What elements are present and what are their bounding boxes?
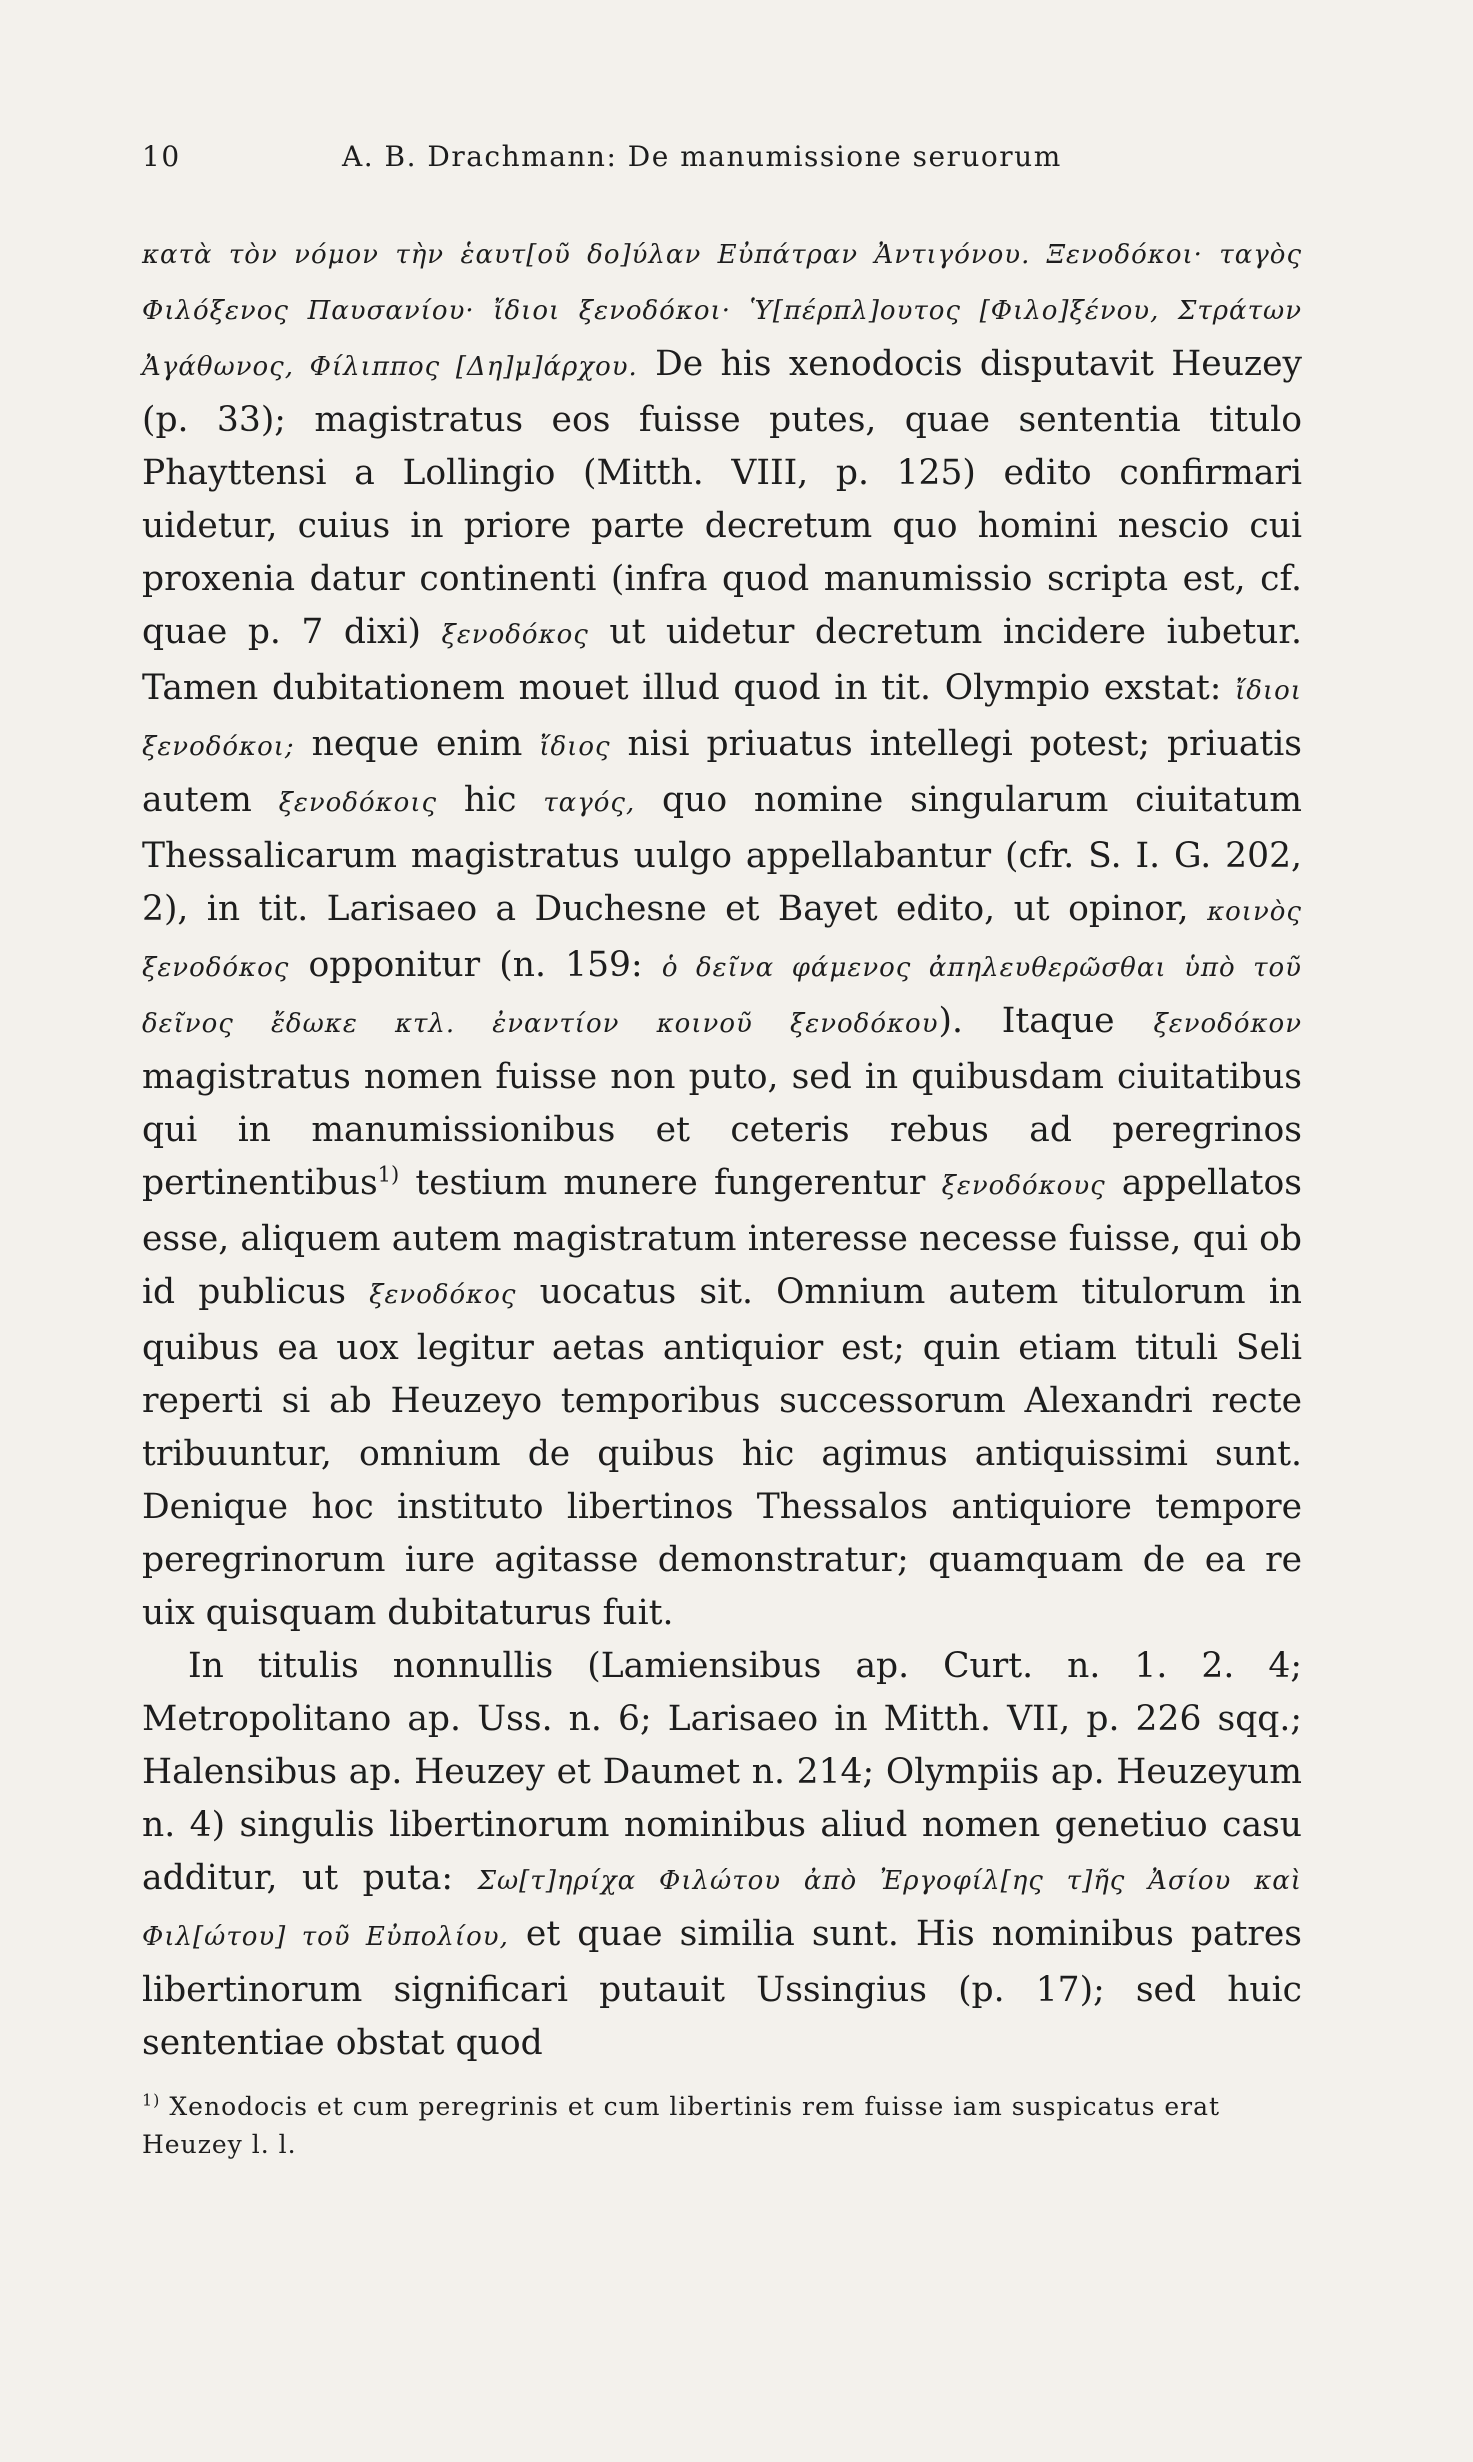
running-title: A. B. Drachmann: De manumissione seruorum	[342, 140, 1062, 173]
page	[142, 140, 1302, 2164]
body-text	[142, 226, 1302, 2070]
latin-text: magistratus nomen fuisse non puto, sed in quibusdam ciuitatibus qui in manumissionibus et ceteris rebus ad peregrinos pertinentibus	[142, 1057, 1302, 1203]
paragraph-1	[142, 226, 1302, 1640]
footnote	[142, 2088, 1302, 2164]
greek-text: ἴδιος	[539, 732, 611, 762]
latin-text: ). Itaque	[938, 1001, 1154, 1041]
greek-text: ξενοδόκον	[1153, 1009, 1302, 1039]
footnote-reference: 1)	[377, 1162, 400, 1187]
page-number: 10	[142, 140, 181, 173]
latin-text: hic	[437, 780, 544, 820]
latin-text: De his xenodocis disputavit Heuzey (p. 33); magistratus eos fuisse putes, quae sententia titulo Phayttensi a Lollingio (Mitth. VIII, p. 125) edito confirmari uidetur, cuius in priore parte decretum quo homini nescio cui proxenia datur continenti (infra quod manumissio scripta est, cf. quae p. 7 dixi)	[142, 344, 1302, 652]
greek-text: ξενοδόκοις	[278, 788, 438, 818]
greek-text: κοινὸς ξενοδόκος	[142, 897, 1302, 983]
greek-text: Σω[τ]ηρίχα Φιλώτου ἀπὸ Ἐργοφίλ[ης τ]ῆς Ἀσίου καὶ Φιλ[ώτου] τοῦ Εὐπολίου,	[142, 1866, 1302, 1952]
latin-text: ut uidetur decretum incidere iubetur. Tamen dubitationem mouet illud quod in tit. Olympio exstat:	[142, 612, 1302, 708]
greek-text: ξενοδόκος	[369, 1280, 517, 1310]
latin-text: nisi priuatus intellegi potest; priuatis autem	[142, 724, 1302, 820]
footnote-text: Xenodocis et cum peregrinis et cum libertinis rem fuisse iam suspicatus erat Heuzey l. l.	[142, 2092, 1221, 2159]
greek-text: ταγός,	[543, 788, 636, 818]
running-head	[142, 140, 1302, 190]
greek-text: ὁ δεῖνα φάμενος ἀπηλευθερῶσθαι ὑπὸ τοῦ δεῖνος ἔδωκε κτλ. ἐναντίον κοινοῦ ξενοδόκου	[142, 953, 1302, 1039]
greek-text: κατὰ τὸν νόμον τὴν ἑαυτ[οῦ δο]ύλαν Εὐπάτραν Ἀντιγόνου. Ξενοδόκοι· ταγὸς Φιλόξενος Παυσανίου· ἴδιοι ξενοδόκοι· Ὑ[πέρπλ]ουτος [Φιλο]ξένου, Στράτων Ἀγάθωνος, Φίλιππος [Δη]μ]άρχου.	[142, 240, 1302, 382]
latin-text: quo nomine singularum ciuitatum Thessalicarum magistratus uulgo appellabantur (cfr. S. I. G. 202, 2), in tit. Larisaeo a Duchesne et Bayet edito, ut opinor,	[142, 780, 1303, 929]
greek-text: ἴδιοι ξενοδόκοι;	[142, 676, 1302, 762]
latin-text: neque enim	[294, 724, 540, 764]
footnote-marker: 1)	[142, 2090, 161, 2110]
latin-text: uocatus sit. Omnium autem titulorum in quibus ea uox legitur aetas antiquior est; quin etiam tituli Seli reperti si ab Heuzeyo temporibus successorum Alexandri recte tribuuntur, omnium de quibus hic agimus antiquissimi sunt. Denique hoc instituto libertinos Thessalos antiquiore tempore peregrinorum iure agitasse demonstratur; quamquam de ea re uix quisquam dubitaturus fuit.	[142, 1272, 1302, 1633]
latin-text: testium munere fungerentur	[399, 1163, 942, 1203]
latin-text: opponitur (n. 159:	[289, 945, 662, 985]
latin-text: appellatos esse, aliquem autem magistratum interesse necesse fuisse, qui ob id publicus	[142, 1163, 1302, 1312]
latin-text: In titulis nonnullis (Lamiensibus ap. Curt. n. 1. 2. 4; Metropolitano ap. Uss. n. 6; Larisaeo in Mitth. VII, p. 226 sqq.; Halensibus ap. Heuzey et Daumet n. 214; Olympiis ap. Heuzeyum n. 4) singulis libertinorum nominibus aliud nomen genetiuo casu additur, ut puta:	[142, 1646, 1302, 1898]
greek-text: ξενοδόκος	[441, 620, 589, 650]
latin-text: et quae similia sunt. His nominibus patres libertinorum significari putauit Ussingius (p. 17); sed huic sententiae obstat quod	[142, 1914, 1302, 2063]
greek-text: ξενοδόκους	[941, 1171, 1106, 1201]
paragraph-2	[142, 1640, 1302, 2070]
